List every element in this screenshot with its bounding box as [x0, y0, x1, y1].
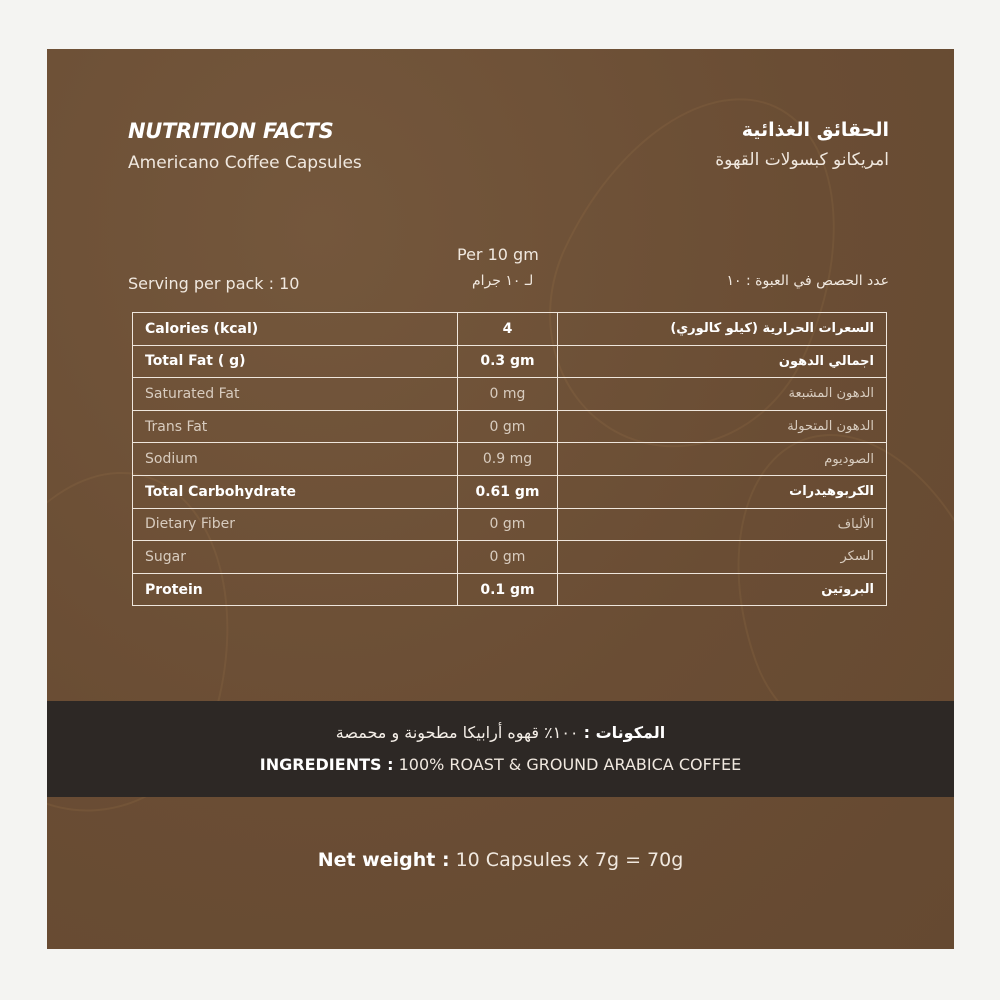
servings-per-pack-english: Serving per pack : 10: [128, 274, 300, 293]
nutrient-name-ar: البروتين: [558, 573, 887, 606]
nutrient-value: 0 gm: [458, 508, 558, 541]
nutrient-name-ar: السكر: [558, 541, 887, 574]
table-row: [133, 541, 887, 574]
nutrient-value: 0.9 mg: [458, 443, 558, 476]
nutrient-name-ar: الدهون المتحولة: [558, 410, 887, 443]
servings-per-pack-arabic: عدد الحصص في العبوة : ١٠: [726, 273, 889, 289]
nutrient-name-ar: الكربوهيدرات: [558, 475, 887, 508]
nutrient-name-ar: اجمالي الدهون: [558, 345, 887, 378]
ingredients-english: [47, 755, 954, 774]
nutrient-name-en: Protein: [133, 573, 458, 606]
nutrient-value: 0 gm: [458, 410, 558, 443]
nutrient-name-en: Trans Fat: [133, 410, 458, 443]
ingredients-text-arabic: ١٠٠٪ قهوه أرابيكا مطحونة و محمصة: [335, 723, 579, 742]
title-arabic: الحقائق الغذائية: [741, 119, 889, 141]
nutrient-name-en: Total Fat ( g): [133, 345, 458, 378]
ingredients-text-english: 100% ROAST & GROUND ARABICA COFFEE: [398, 755, 742, 774]
table-row: [133, 443, 887, 476]
table-row: [133, 508, 887, 541]
net-weight-label: Net weight :: [317, 849, 450, 871]
nutrient-name-ar: الألياف: [558, 508, 887, 541]
nutrient-value: 0.1 gm: [458, 573, 558, 606]
nutrient-value: 0.3 gm: [458, 345, 558, 378]
nutrient-name-en: Dietary Fiber: [133, 508, 458, 541]
ingredients-label-english: INGREDIENTS :: [259, 755, 394, 774]
subtitle-arabic: امريكانو كبسولات القهوة: [715, 150, 889, 170]
nutrient-name-en: Sugar: [133, 541, 458, 574]
title-english: NUTRITION FACTS: [128, 119, 334, 143]
table-row: [133, 345, 887, 378]
nutrient-value: 0 mg: [458, 378, 558, 411]
nutrition-table: [132, 312, 887, 606]
net-weight: [47, 849, 954, 871]
ingredients-band: [47, 701, 954, 797]
per-serving-arabic: لـ ١٠ جرام: [472, 273, 534, 289]
nutrient-name-en: Calories (kcal): [133, 313, 458, 346]
ingredients-label-arabic: المكونات :: [583, 723, 666, 742]
nutrient-value: 4: [458, 313, 558, 346]
packaging-panel: [47, 49, 954, 949]
nutrient-name-en: Total Carbohydrate: [133, 475, 458, 508]
table-row: [133, 313, 887, 346]
nutrient-value: 0.61 gm: [458, 475, 558, 508]
ingredients-arabic: [47, 723, 954, 742]
subtitle-english: Americano Coffee Capsules: [128, 153, 362, 173]
nutrient-name-ar: السعرات الحرارية (كيلو كالوري): [558, 313, 887, 346]
nutrient-name-ar: الدهون المشبعة: [558, 378, 887, 411]
table-row: [133, 475, 887, 508]
table-row: [133, 573, 887, 606]
nutrient-value: 0 gm: [458, 541, 558, 574]
nutrient-name-en: Saturated Fat: [133, 378, 458, 411]
nutrient-name-ar: الصوديوم: [558, 443, 887, 476]
nutrient-name-en: Sodium: [133, 443, 458, 476]
table-row: [133, 378, 887, 411]
table-row: [133, 410, 887, 443]
per-serving-english: Per 10 gm: [457, 245, 539, 264]
net-weight-value: 10 Capsules x 7g = 70g: [455, 849, 684, 871]
